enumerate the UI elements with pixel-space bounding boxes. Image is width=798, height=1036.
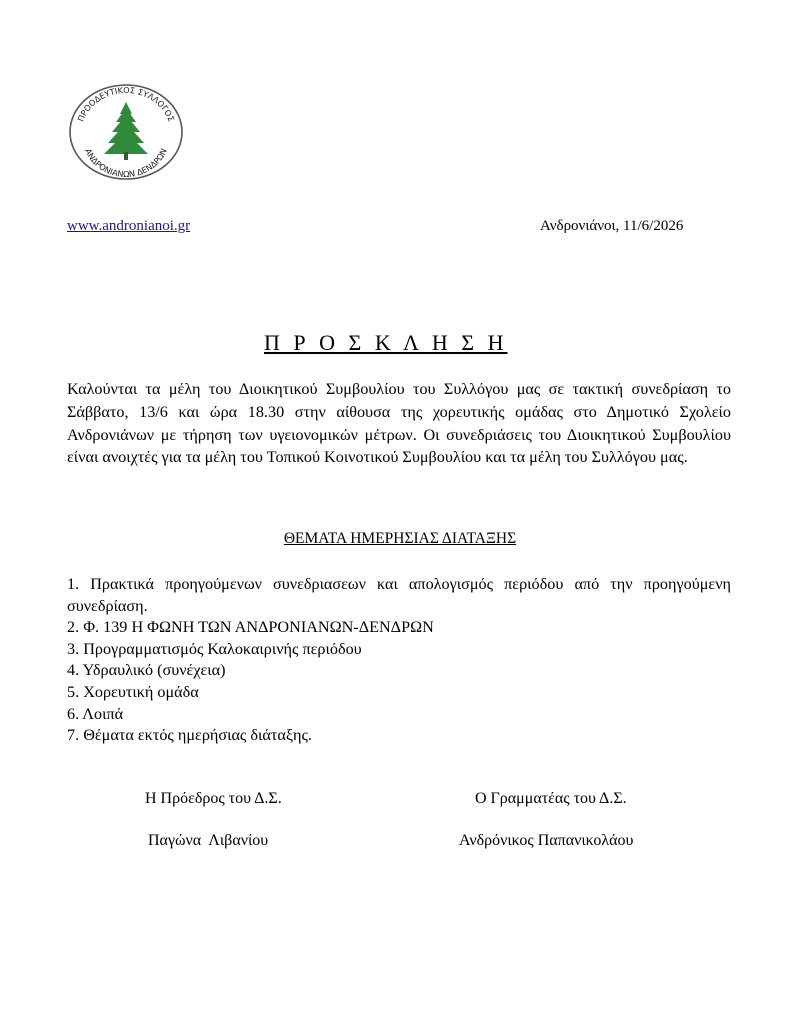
place-date: Ανδρονιάνοι, 11/6/2026 (540, 218, 684, 234)
agenda-item: 7. Θέματα εκτός ημερήσιας διάταξης. (67, 726, 312, 745)
agenda-item: 1. Πρακτικά προηγούμενων συνεδριασεων και απολογισμός περιόδου από την προηγούμενη συνεδρίαση. (67, 575, 731, 615)
agenda-item: 5. Χορευτική ομάδα (67, 682, 199, 701)
agenda-item: 6. Λοιπά (67, 704, 124, 723)
agenda-item: 4. Υδραυλικό (συνέχεια) (67, 661, 226, 680)
pine-tree-icon (104, 102, 148, 160)
president-role: Η Πρόεδρος του Δ.Σ. (145, 790, 282, 807)
agenda-list (67, 574, 731, 747)
invitation-paragraph: Καλούνται τα μέλη του Διοικητικού Συμβουλίου του Συλλόγου μας σε τακτική συνεδρίαση το Σάββατο, 13/6 και ώρα 18.30 στην αίθουσα της χορευτικής ομάδας στο Δημοτικό Σχολείο Ανδρονιάνων με τήρηση των υγειονομικών μέτρων. Οι συνεδριάσεις του Διοικητικού Συμβουλίου είναι ανοιχτές για τα μέλη του Τοπικού Κοινοτικού Συμβουλίου και τα μέλη του Συλλόγου μας. (67, 380, 731, 467)
secretary-role: Ο Γραμματέας του Δ.Σ. (475, 790, 627, 807)
agenda-heading-text: ΘΕΜΑΤΑ ΗΜΕΡΗΣΙΑΣ ΔΙΑΤΑΞΗΣ (283, 530, 517, 547)
document-title: Π Ρ Ο Σ Κ Λ Η Σ Η (264, 330, 508, 355)
logo-text-bottom: ΑΝΔΡΟΝΙΑΝΩΝ ΔΕΝΔΡΩΝ (83, 146, 169, 180)
website-link[interactable]: www.andronianoi.gr (67, 218, 191, 234)
agenda-item: 3. Προγραμματισμός Καλοκαιρινής περιόδου (67, 639, 362, 658)
agenda-heading (0, 530, 798, 548)
logo-text-top: ΠΡΟΟΔΕΥΤΙΚΟΣ ΣΥΛΛΟΓΟΣ (75, 84, 177, 123)
agenda-item: 2. Φ. 139 Η ΦΩΝΗ ΤΩΝ ΑΝΔΡΟΝΙΑΝΩΝ-ΔΕΝΔΡΩΝ (67, 618, 434, 637)
secretary-name: Ανδρόνικος Παπανικολάου (459, 832, 634, 849)
association-logo (67, 82, 185, 182)
president-name: Παγώνα Λιβανίου (148, 832, 269, 849)
